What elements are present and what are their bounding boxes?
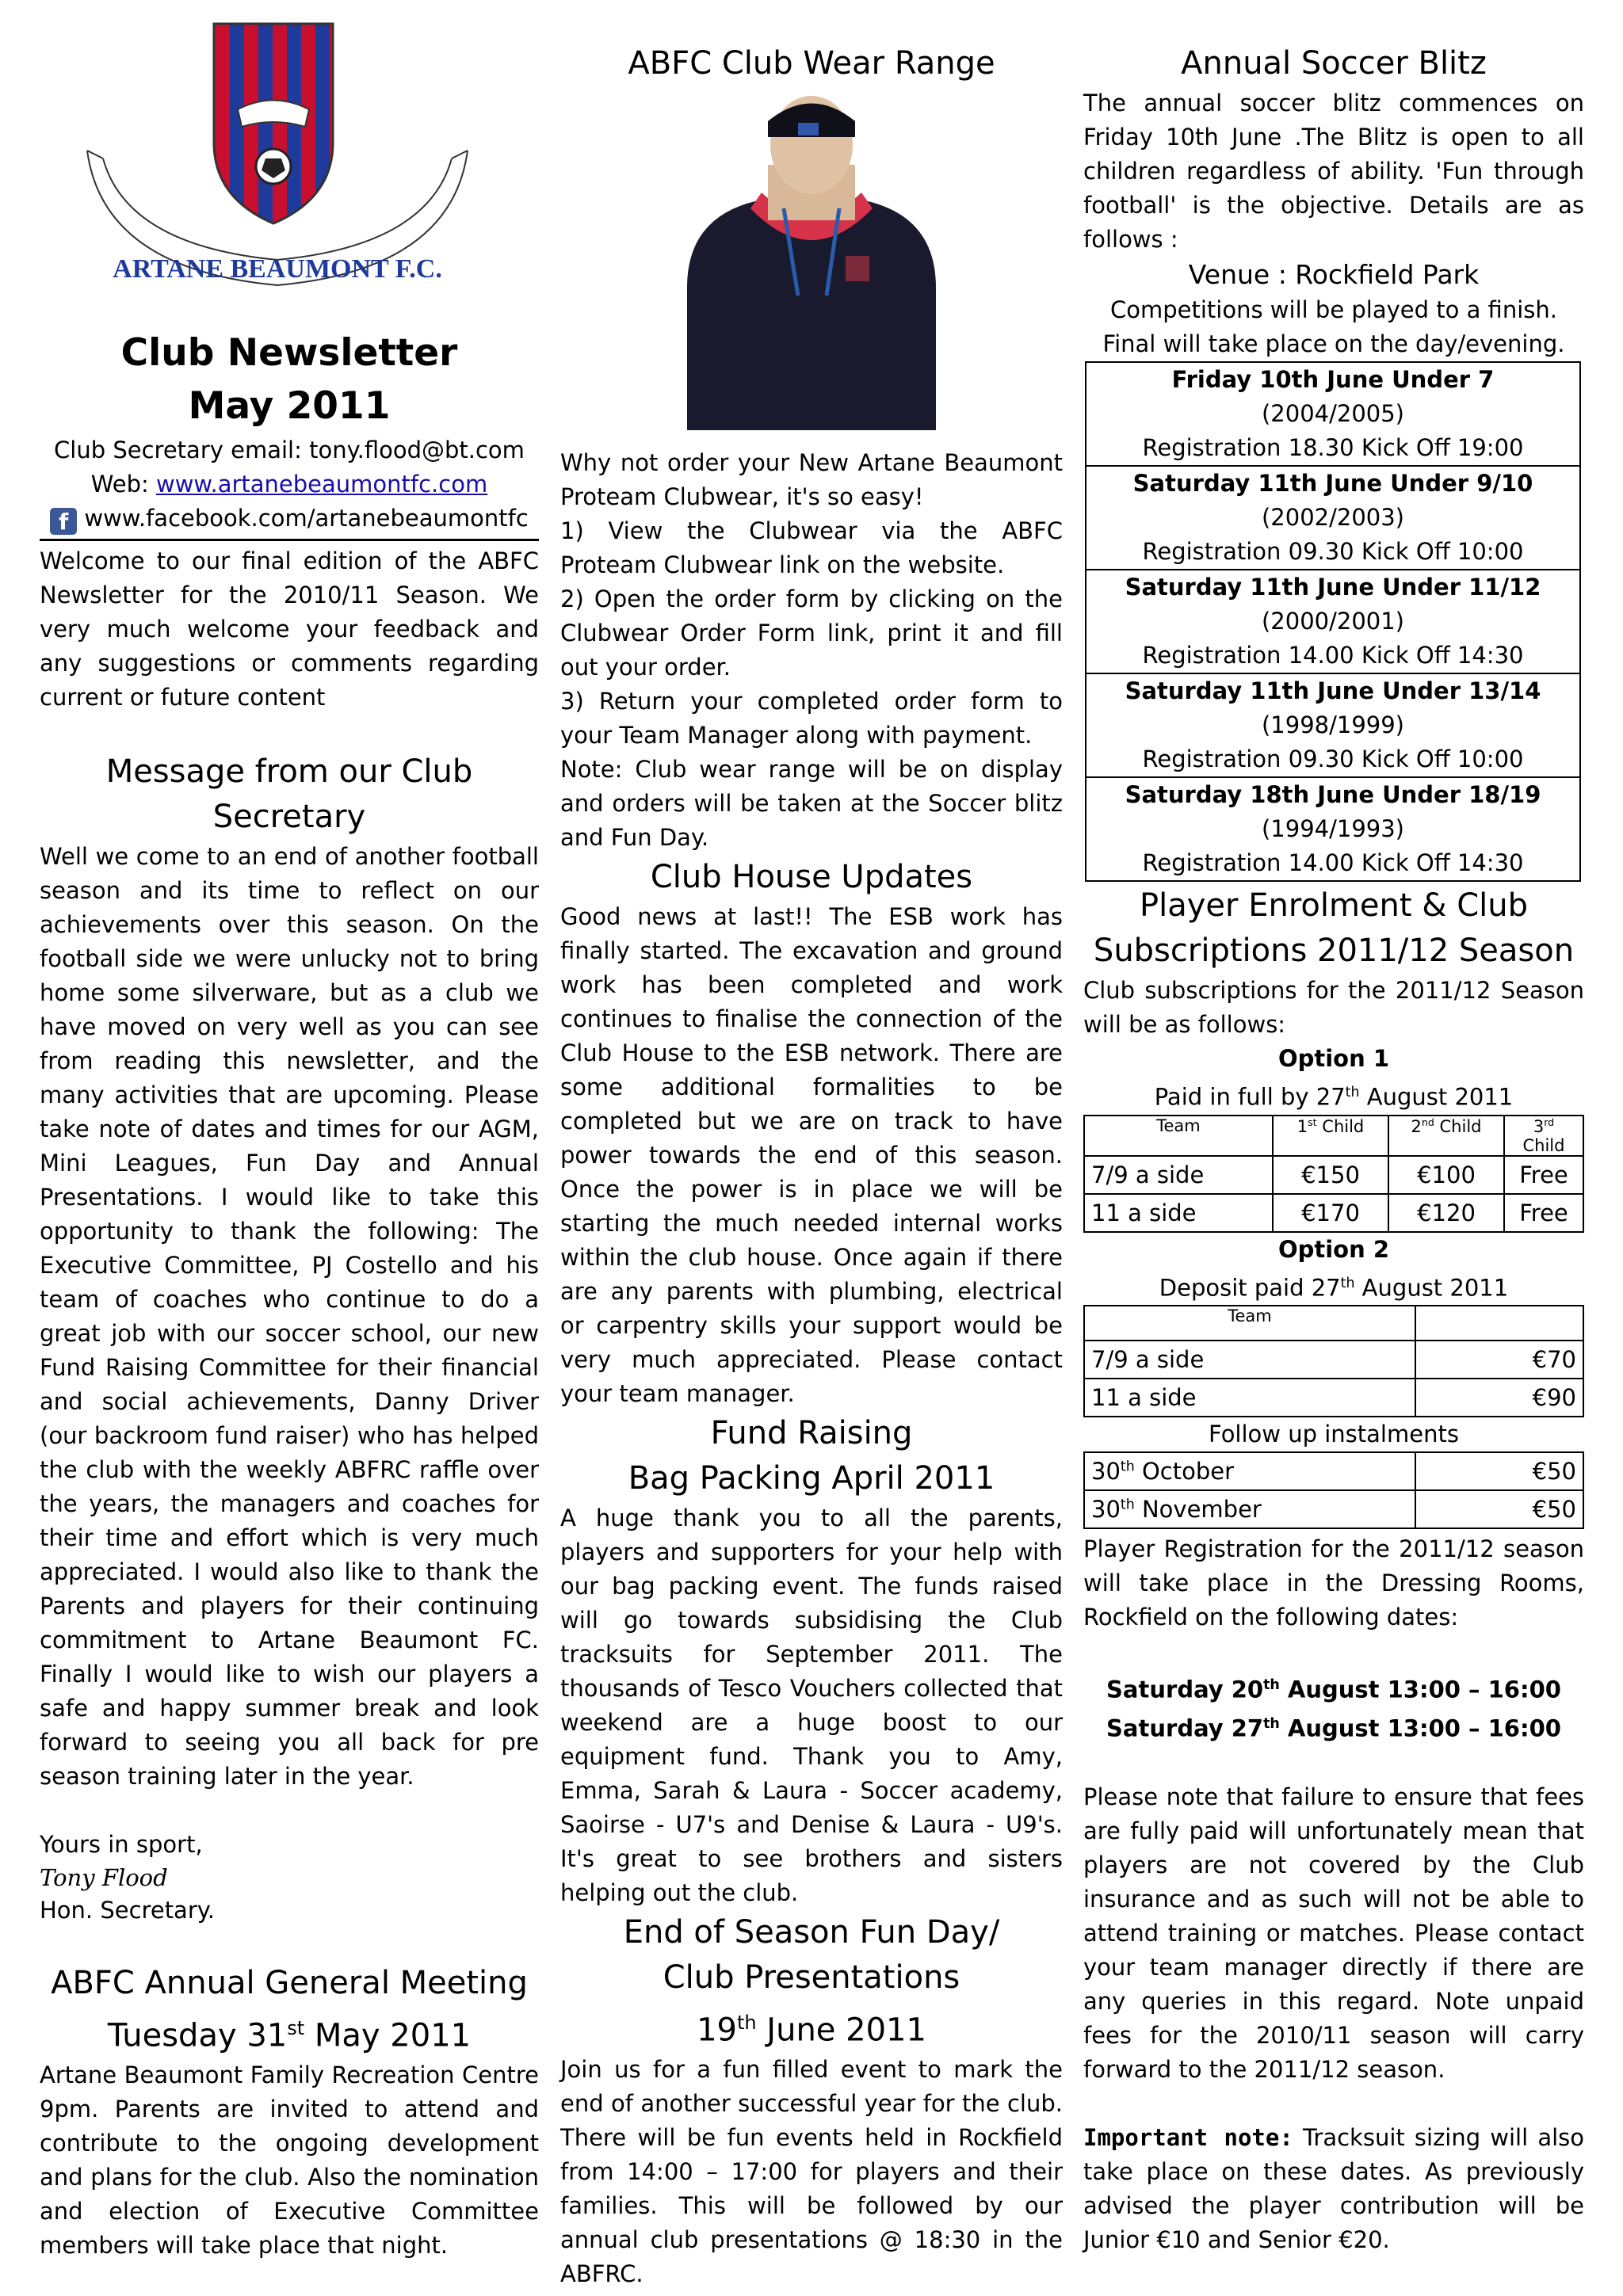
option2-desc: Deposit paid 27th August 2011 [1159, 1274, 1509, 1302]
clubwear-hoodie-image [560, 90, 1063, 430]
enrolment-heading-2: Subscriptions 2011/12 Season [1093, 933, 1575, 969]
secretary-heading-1: Message from our Club [105, 753, 473, 790]
registration-date-2: Saturday 27th August 13:00 – 16:00 [1106, 1714, 1561, 1742]
fundraising-heading: Fund Raising [710, 1415, 913, 1451]
funday-heading-1: End of Season Fun Day/ [623, 1914, 1000, 1951]
fundraising-subheading: Bag Packing April 2011 [628, 1460, 995, 1497]
clubwear-note: Note: Club wear range will be on display and orders will be taken at the Soccer blitz and Fun Day. [560, 756, 1063, 851]
enrolment-intro: Club subscriptions for the 2011/12 Season will be as follows: [1083, 977, 1584, 1038]
secretary-heading-2: Secretary [212, 799, 366, 835]
web-label: Web: [90, 471, 156, 498]
table-row: 7/9 a side €70 [1084, 1341, 1583, 1379]
right-column [1083, 0, 1584, 2257]
table-row: 30th November €50 [1084, 1490, 1583, 1528]
fees-warning: Please note that failure to ensure that fees are fully paid will unfortunately mean that players are not covered by the Club insurance and as such will not be able to attend training or matches. Please contact your team manager directly if there are any queries in this regard. Note unpaid fees for the 2010/11 season will carry forward to the 2011/12 season. [1083, 1783, 1584, 2083]
middle-column [560, 0, 1063, 2291]
club-crest-logo [40, 16, 539, 309]
blitz-session: Friday 10th June Under 7 (2004/2005) Registration 18.30 Kick Off 19:00 [1086, 362, 1580, 466]
option1-header-row: Team 1st Child 2nd Child 3rd Child [1084, 1116, 1583, 1156]
masthead-date: May 2011 [188, 384, 391, 428]
clubwear-step-1: 1) View the Clubwear via the ABFC Proteam Clubwear link on the website. [560, 517, 1063, 578]
instalments-table [1083, 1451, 1584, 1529]
registration-text: Player Registration for the 2011/12 season will take place in the Dressing Rooms, Rockfield on the following dates: [1083, 1535, 1584, 1631]
clubhouse-body: Good news at last!! The ESB work has finally started. The excavation and ground work has been completed and work continues to finalise the connection of the Club House to the ESB network. There are some additional formalities to be completed but we are on track to have power towards the end of this season. Once the power is in place we will be starting the much needed internal works within the club house. Once again if there are any parents with plumbing, electrical or carpentry skills your support would be very much appreciated. Please contact your team manager. [560, 903, 1063, 1407]
secretary-email: Club Secretary email: tony.flood@bt.com [54, 437, 525, 463]
table-row: 11 a side €170 €120 Free [1084, 1194, 1583, 1232]
clubwear-intro: Why not order your New Artane Beaumont Proteam Clubwear, it's so easy! [560, 449, 1063, 510]
blitz-competitions: Competitions will be played to a finish. Final will take place on the day/evening. [1102, 296, 1565, 357]
option1-label: Option 1 [1277, 1045, 1390, 1072]
secretary-signoff: Yours in sport, [40, 1831, 203, 1858]
logo-text: ARTANE BEAUMONT F.C. [113, 254, 442, 284]
option1-fee-table [1083, 1115, 1584, 1233]
blitz-schedule-table [1085, 361, 1581, 882]
facebook-url: www.facebook.com/artanebeaumontfc [84, 505, 529, 532]
table-row: 30th October €50 [1084, 1452, 1583, 1490]
enrolment-heading-1: Player Enrolment & Club [1140, 887, 1528, 924]
agm-body: Artane Beaumont Family Recreation Centre 9pm. Parents are invited to attend and contribute to the ongoing development and plans for the club. Also the nomination and election of Executive Committee members will take place that night. [40, 2061, 539, 2260]
masthead-title: Club Newsletter [120, 331, 458, 375]
clubwear-step-2: 2) Open the order form by clicking on the Clubwear Order Form link, print it and fill out your order. [560, 585, 1063, 681]
blitz-heading: Annual Soccer Blitz [1181, 45, 1487, 82]
blitz-session: Saturday 11th June Under 9/10 (2002/2003) Registration 09.30 Kick Off 10:00 [1086, 466, 1580, 570]
clubwear-heading: ABFC Club Wear Range [628, 45, 995, 82]
fundraising-body: A huge thank you to all the parents, players and supporters for your help with our bag packing event. The funds raised will go towards subsidising the Club tracksuits for September 2011. The thousands of Tesco Vouchers collected that weekend are a huge boost to our equipment fund. Thank you to Amy, Emma, Sarah & Laura - Soccer academy, Saoirse - U7's and Denise & Laura - U9's. It's great to see brothers and sisters helping out the club. [560, 1505, 1063, 1906]
option2-fee-table [1083, 1305, 1584, 1417]
table-row: 11 a side €90 [1084, 1379, 1583, 1417]
website-link[interactable]: www.artanebeaumontfc.com [155, 471, 488, 498]
funday-body: Join us for a fun filled event to mark the end of another successful year for the club. There will be fun events held in Rockfield from 14:00 – 17:00 for players and their families. This will be followed by our annual club presentations @ 18:30 in the ABFRC. [560, 2056, 1063, 2288]
important-note: Important note: Tracksuit sizing will also take place on these dates. As previously advised the player contribution will be Junior €10 and Senior €20. [1083, 2123, 1584, 2253]
blitz-session: Saturday 18th June Under 18/19 (1994/1993) Registration 14.00 Kick Off 14:30 [1086, 777, 1580, 881]
option2-header-row: Team [1084, 1306, 1583, 1341]
blitz-venue: Venue : Rockfield Park [1188, 259, 1480, 290]
funday-heading-2: Club Presentations [663, 1959, 960, 1996]
option1-desc: Paid in full by 27th August 2011 [1154, 1083, 1514, 1111]
clubhouse-heading: Club House Updates [650, 859, 973, 895]
blitz-session: Saturday 11th June Under 13/14 (1998/1999) Registration 09.30 Kick Off 10:00 [1086, 673, 1580, 777]
website-line [40, 467, 539, 502]
secretary-signature: Tony Flood [40, 1864, 168, 1891]
blitz-intro: The annual soccer blitz commences on Friday 10th June .The Blitz is open to all children regardless of ability. 'Fun through football' is the objective. Details are as follows : [1083, 90, 1584, 253]
clubwear-step-3: 3) Return your completed order form to your Team Manager along with payment. [560, 688, 1063, 749]
secretary-body: Well we come to an end of another football season and its time to reflect on our achievements over this season. On the football side we were unlucky not to bring home some silverware, but as a club we have moved on very well as you can see from reading this newsletter, and the many activities that are upcoming. Please take note of dates and times for our AGM, Mini Leagues, Fun Day and Annual Presentations. I would like to take this opportunity to thank the following: The Executive Committee, PJ Costello and his team of coaches who continue to do a great job with our soccer school, our new Fund Raising Committee for their financial and social achievements, Danny Driver (our backroom fund raiser) who has helped the club with the weekly ABFRC raffle over the years, the managers and coaches for their time and effort which is very much appreciated. I would also like to thank the Parents and players for their continuing commitment to Artane Beaumont FC. Finally I would like to wish our players a safe and happy summer break and look forward to seeing you all back for pre season training later in the year. [40, 843, 539, 1790]
option2-label: Option 2 [1277, 1235, 1390, 1263]
secretary-role: Hon. Secretary. [40, 1897, 215, 1924]
funday-date: 19th June 2011 [697, 2012, 926, 2049]
agm-heading: ABFC Annual General Meeting [51, 1965, 528, 2001]
agm-date: Tuesday 31st May 2011 [107, 2017, 472, 2054]
facebook-line [40, 502, 539, 541]
facebook-icon: f [50, 508, 77, 535]
instalments-label: Follow up instalments [1209, 1421, 1459, 1448]
table-row: 7/9 a side €150 €100 Free [1084, 1156, 1583, 1194]
blitz-session: Saturday 11th June Under 11/12 (2000/2001) Registration 14.00 Kick Off 14:30 [1086, 570, 1580, 673]
registration-date-1: Saturday 20th August 13:00 – 16:00 [1106, 1676, 1561, 1703]
intro-text: Welcome to our final edition of the ABFC Newsletter for the 2010/11 Season. We very much welcome your feedback and any suggestions or comments regarding current or future content [40, 547, 539, 711]
left-column [40, 0, 539, 2263]
